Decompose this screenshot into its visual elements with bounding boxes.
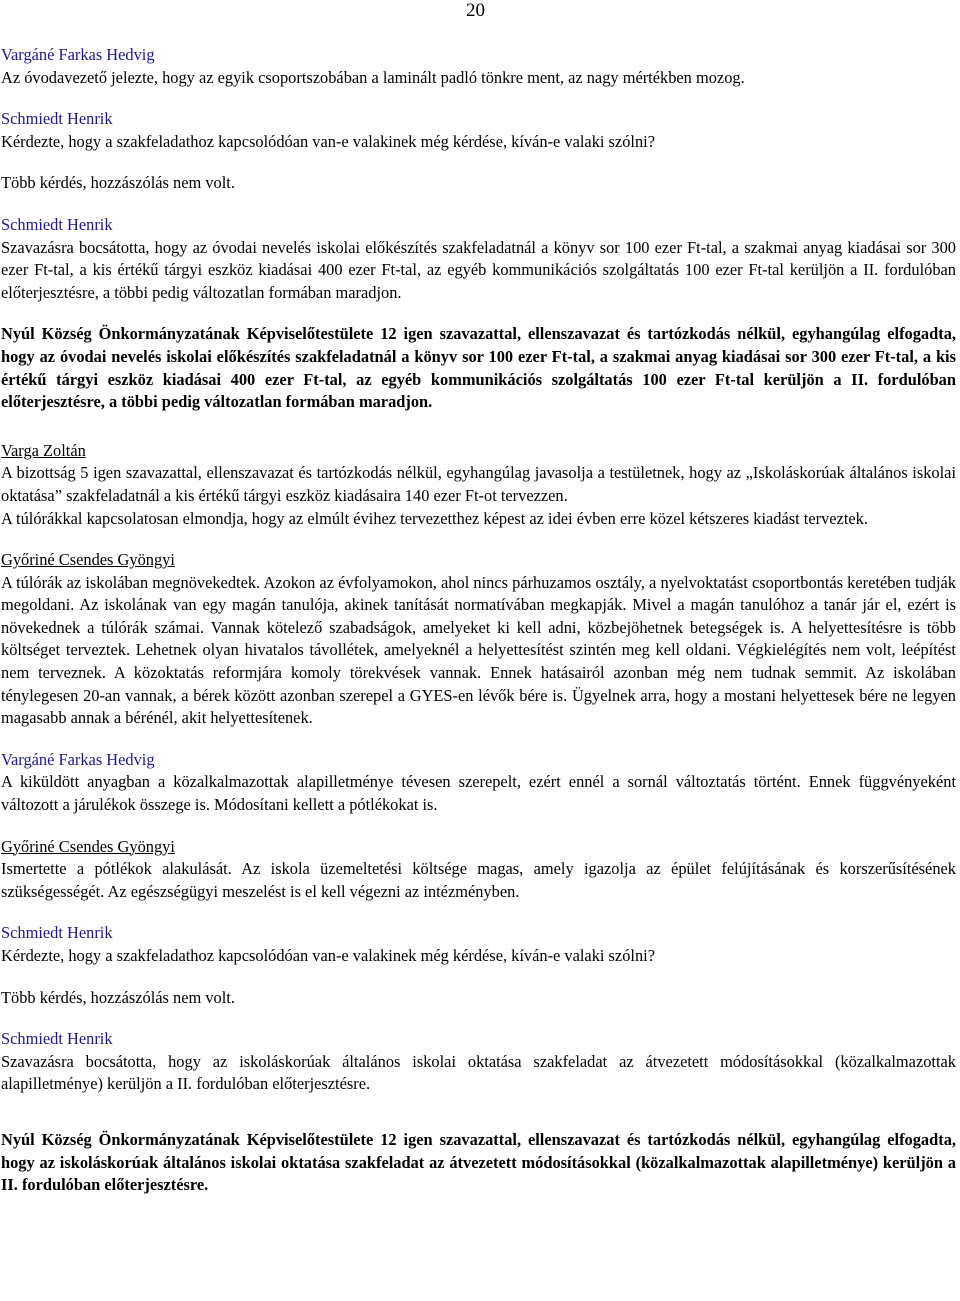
speaker-name: Vargáné Farkas Hedvig [1,45,155,64]
speech-block [1,44,956,89]
resolution-block [1,1129,956,1197]
document-body [1,44,956,1216]
speech-text: Kérdezte, hogy a szakfeladathoz kapcsolódóan van-e valakinek még kérdése, kíván-e valaki szólni? [1,946,655,965]
speech-text: Szavazásra bocsátotta, hogy az iskoláskorúak általános iskolai oktatása szakfeladat az átvezetett módosításokkal (közalkalmazottak alapilletménye) kerüljön a II. fordulóban előterjesztésre. [1,1051,956,1094]
speech-text: Szavazásra bocsátotta, hogy az óvodai nevelés iskolai előkészítés szakfeladatnál a könyv sor 100 ezer Ft-tal, a szakmai anyag kiadásai sor 300 ezer Ft-tal, a kis értékű tárgyi eszköz kiadásai 400 ezer Ft-tal, az egyéb kommunikációs szolgáltatás 100 ezer Ft-tal kerüljön a II. fordulóban előterjesztésre, a többi pedig változatlan formában maradjon. [1,237,956,302]
speaker-name: Vargáné Farkas Hedvig [1,749,155,769]
speech-block [1,214,956,304]
note-text: Több kérdés, hozzászólás nem volt. [1,173,235,193]
speech-text: Az óvodavezető jelezte, hogy az egyik csoportszobában a laminált padló tönkre ment, az nagy mértékben mozog. [1,67,745,87]
speaker-name: Győriné Csendes Gyöngyi [1,836,175,856]
speech-block [1,440,956,530]
speech-block [1,108,956,153]
speech-text: A bizottság 5 igen szavazattal, ellenszavazat és tartózkodás nélkül, egyhangúlag javasolja a testületnek, hogy az „Iskoláskorúak általános iskolai oktatása” szakfeladatnál a kis értékű tárgyi eszköz kiadásaira 140 ezer Ft-ot tervezzen. [1,463,956,505]
speech-text: Kérdezte, hogy a szakfeladathoz kapcsolódóan van-e valakinek még kérdése, kíván-e valaki szólni? [1,131,655,151]
speech-block [1,836,956,904]
speech-text: Ismertette a pótlékok alakulását. Az iskola üzemeltetési költsége magas, amely igazolja az épület felújításának és korszerűsítésének szükségességét. Az egészségügyi meszelést is el kell végezni az intézményben. [1,859,956,901]
page-number: 20 [466,0,485,21]
speech-block [1,549,956,730]
speaker-name: Győriné Csendes Gyöngyi [1,550,175,570]
speech-text: A túlórákkal kapcsolatosan elmondja, hogy az elmúlt évihez tervezetthez képest az idei évben erre közel kétszeres kiadást terveztek. [1,508,868,528]
speaker-name: Schmiedt Henrik [1,923,113,943]
speaker-name: Schmiedt Henrik [1,109,113,129]
speech-block [1,1028,956,1096]
speaker-name: Schmiedt Henrik [1,214,113,234]
note-block [1,987,956,1010]
note-text: Több kérdés, hozzászólás nem volt. [1,987,235,1007]
resolution-block [1,323,956,413]
speech-text: A túlórák az iskolában megnövekedtek. Azokon az évfolyamokon, ahol nincs párhuzamos osztály, a nyelvoktatást csoportbontás keretében tudják megoldani. Az iskolának van egy magán tanulója, akinek tanítását normatívában megkapják. Mivel a magán tanulóhoz a tanár jár el, ezért is növekednek a túlórák számai. Vannak kötelező szabadságok, amelyeket ki kell adni, közbejöhetnek betegségek is. A helyettesítésre is több költséget terveztek. Lehetnek olyan hivatalos távollétek, amelyeknél a helyettesítést szintén meg kell oldani. Végkielégítés nem volt, leépítést nem terveznek. A közoktatás reformjára komoly törekvések vannak. Ennek hatásairól azonban még nem tudnak semmit. Az iskolában ténylegesen 20-an vannak, a bérek között azonban szerepel a GYES-en lévők bére is. Ügyelnek arra, hogy a mostani helyettesek bére ne legyen magasabb annak a bérénél, akit helyettesítenek. [1,572,956,728]
resolution-text: Nyúl Község Önkormányzatának Képviselőtestülete 12 igen szavazattal, ellenszavazat és tartózkodás nélkül, egyhangúlag elfogadta, hogy az iskoláskorúak általános iskolai oktatása szakfeladat az átvezetett módosításokkal (közalkalmazottak alapilletménye) kerüljön a II. fordulóban előterjesztésre. [1,1129,956,1195]
speaker-name: Varga Zoltán [1,440,86,460]
note-block [1,172,956,195]
speaker-name: Schmiedt Henrik [1,1029,113,1049]
speech-block [1,922,956,967]
resolution-text: Nyúl Község Önkormányzatának Képviselőtestülete 12 igen szavazattal, ellenszavazat és tartózkodás nélkül, egyhangúlag elfogadta, hogy az óvodai nevelés iskolai előkészítés szakfeladatnál a könyv sor 100 ezer Ft-tal, a szakmai anyag kiadásai sor 300 ezer Ft-tal, a kis értékű tárgyi eszköz kiadásai 400 ezer Ft-tal, az egyéb kommunikációs szolgáltatás 100 ezer Ft-tal kerüljön a II. fordulóban előterjesztésre, a többi pedig változatlan formában maradjon. [1,324,956,412]
speech-text: A kiküldött anyagban a közalkalmazottak alapilletménye tévesen szerepelt, ezért ennél a sornál változtatás történt. Ennek függvényeként változott a járulékok összege is. Módosítani kellett a pótlékokat is. [1,772,956,815]
speech-block [1,749,956,817]
